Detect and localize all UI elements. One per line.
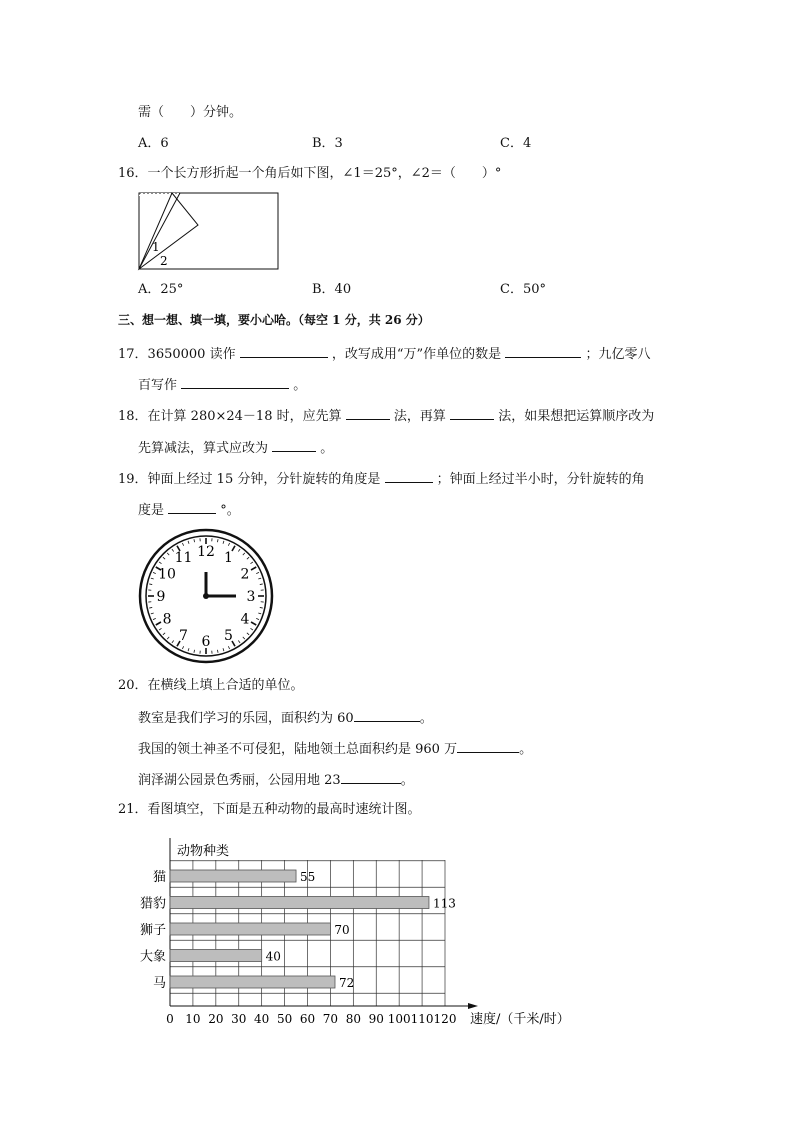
clock-number: 7 — [179, 627, 188, 644]
x-tick-label: 50 — [276, 1012, 293, 1026]
q20-line1-end: 。 — [419, 711, 433, 726]
clock-number: 12 — [197, 544, 215, 560]
bar-1 — [170, 897, 429, 909]
x-tick-label: 110 — [410, 1012, 434, 1026]
bar-value-label: 113 — [432, 896, 456, 911]
x-tick-label: 40 — [254, 1012, 270, 1026]
q16-option-a[interactable]: A．25° — [138, 282, 184, 297]
clock-number: 8 — [162, 611, 172, 628]
q19-text-3: 度是 — [138, 503, 165, 518]
q20-line2-end: 。 — [519, 742, 533, 757]
q15-option-a[interactable]: A．6 — [138, 136, 169, 151]
bar-2 — [170, 923, 330, 935]
q18-blank-3[interactable] — [272, 437, 316, 452]
q16-option-b[interactable]: B．40 — [312, 282, 352, 297]
folded-rectangle-figure — [132, 188, 282, 274]
q18-blank-2[interactable] — [450, 405, 494, 420]
q20-line3 — [138, 769, 414, 790]
q21-stem: 21．看图填空，下面是五种动物的最高时速统计图。 — [118, 802, 421, 817]
q19-line2 — [138, 499, 240, 520]
q20-line2-text: 我国的领土神圣不可侵犯，陆地领土总面积约是 960 万 — [138, 742, 458, 757]
clock-number: 4 — [240, 611, 250, 628]
q17-text-1: 17．3650000 读作 — [118, 347, 236, 362]
q20-line2 — [138, 738, 532, 759]
q17-blank-2[interactable] — [505, 343, 581, 358]
category-label: 猫 — [152, 870, 166, 885]
x-tick-label: 80 — [345, 1012, 361, 1026]
angle-1-label: 1 — [152, 240, 160, 254]
q16-stem: 16．一个长方形折起一个角后如下图，∠1＝25°，∠2＝（ ）° — [118, 166, 502, 181]
q18-text-1: 18．在计算 280×24－18 时，应先算 — [118, 409, 342, 424]
q20-blank-2[interactable] — [457, 738, 519, 753]
clock-number: 6 — [201, 634, 211, 650]
x-tick-label: 10 — [185, 1012, 201, 1026]
q19-line1 — [118, 468, 645, 489]
category-label: 狮子 — [139, 923, 166, 938]
q18-line2 — [138, 437, 333, 458]
x-tick-label: 0 — [166, 1012, 174, 1026]
x-tick-label: 100 — [387, 1012, 411, 1026]
q17-line2 — [138, 374, 306, 395]
clock-number: 10 — [158, 566, 176, 583]
q17-text-4: 百写作 — [138, 378, 178, 393]
x-axis-label: 速度/（千米/时） — [470, 1012, 570, 1027]
clock-number: 11 — [174, 550, 193, 567]
q19-text-4: °。 — [220, 503, 240, 518]
q17-text-2: ，改写成用“万”作单位的数是 — [331, 347, 502, 362]
q20-line3-text: 润泽湖公园景色秀丽，公园用地 23 — [138, 773, 341, 788]
q18-blank-1[interactable] — [346, 405, 390, 420]
q17-line1 — [118, 343, 650, 364]
section3-title: 三、想一想、填一填，要小心哈。（每空 1 分，共 26 分） — [118, 313, 430, 327]
animal-speed-bar-chart — [130, 830, 600, 1040]
clock-number: 3 — [246, 589, 256, 605]
q20-line1 — [138, 707, 433, 728]
clock-number: 1 — [224, 550, 233, 567]
bar-value-label: 70 — [334, 923, 350, 937]
q20-line3-end: 。 — [400, 773, 414, 788]
q19-text-2: ；钟面上经过半小时，分针旋转的角 — [436, 472, 645, 487]
q16-option-c[interactable]: C．50° — [500, 282, 546, 297]
q18-text-4: 先算减法，算式应改为 — [138, 441, 269, 456]
clock-center-pin — [203, 593, 209, 599]
q18-text-5: 。 — [320, 441, 334, 456]
q19-blank-1[interactable] — [385, 468, 433, 483]
q17-blank-3[interactable] — [181, 374, 289, 389]
y-axis-label: 动物种类 — [177, 844, 230, 859]
q18-text-3: 法，如果想把运算顺序改为 — [498, 409, 655, 424]
angle-2-label: 2 — [160, 254, 168, 268]
q18-line1 — [118, 405, 654, 426]
category-label: 大象 — [139, 949, 166, 965]
q19-blank-2[interactable] — [168, 499, 216, 514]
q20-stem: 20．在横线上填上合适的单位。 — [118, 678, 304, 693]
bar-value-label: 40 — [265, 949, 281, 964]
q20-line1-text: 教室是我们学习的乐园，面积约为 60 — [138, 711, 354, 726]
clock-number: 2 — [240, 566, 250, 583]
q15-tail: 需（ ）分钟。 — [138, 105, 243, 120]
x-tick-label: 20 — [208, 1012, 224, 1026]
bar-4 — [170, 976, 335, 988]
q18-text-2: 法，再算 — [393, 409, 446, 424]
x-tick-label: 30 — [231, 1012, 247, 1026]
q15-option-c[interactable]: C．4 — [500, 136, 532, 151]
x-tick-label: 60 — [299, 1012, 316, 1026]
clock-face — [136, 526, 276, 666]
clock-number: 5 — [224, 627, 233, 644]
bar-3 — [170, 950, 262, 962]
q17-blank-1[interactable] — [240, 343, 328, 358]
bar-0 — [170, 870, 296, 882]
q15-option-b[interactable]: B．3 — [312, 136, 343, 151]
q19-text-1: 19．钟面上经过 15 分钟，分针旋转的角度是 — [118, 472, 381, 487]
q20-blank-3[interactable] — [341, 769, 401, 784]
q17-text-3: ；九亿零八 — [585, 347, 651, 362]
x-tick-label: 70 — [322, 1012, 339, 1026]
x-tick-label: 120 — [433, 1012, 457, 1026]
x-tick-label: 90 — [368, 1012, 384, 1026]
clock-number: 9 — [156, 589, 166, 605]
category-label: 马 — [152, 976, 166, 991]
x-axis-arrow — [468, 1003, 478, 1009]
category-label: 猎豹 — [139, 896, 166, 912]
q17-text-5: 。 — [293, 378, 307, 393]
bar-value-label: 55 — [300, 870, 316, 884]
bar-value-label: 72 — [339, 976, 355, 990]
q20-blank-1[interactable] — [354, 707, 420, 722]
